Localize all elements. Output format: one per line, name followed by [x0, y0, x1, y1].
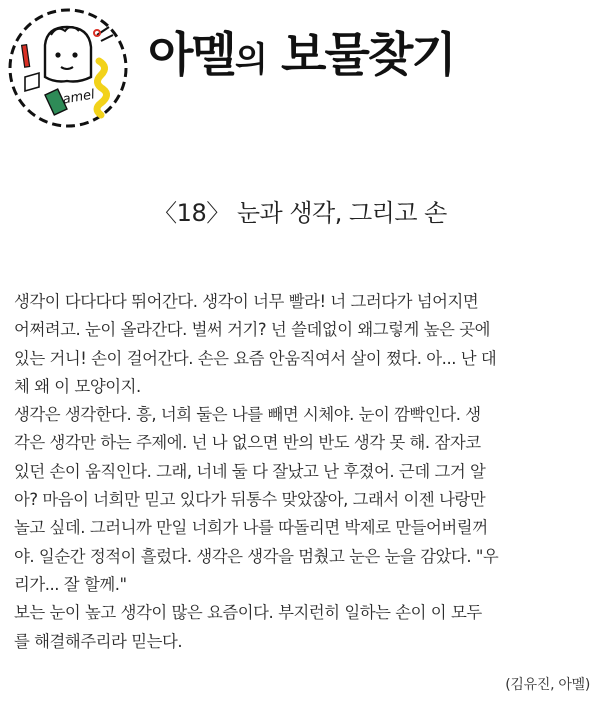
body-line: 생각이 다다다다 뛰어간다. 생각이 너무 빨라! 너 그러다가 넘어지면	[14, 292, 479, 311]
body-line: 각은 생각만 하는 주제에. 넌 나 없으면 반의 반도 생각 못 해. 잠자코	[14, 433, 481, 453]
title-main: 아멜	[148, 28, 235, 83]
article-body	[14, 288, 598, 656]
body-line: 를 해결해주리라 믿는다.	[14, 631, 183, 651]
title-end: 보물찾기	[281, 28, 455, 83]
page-title	[148, 26, 455, 90]
amel-logo	[5, 5, 131, 131]
body-line: 생각은 생각한다. 흥, 너희 둘은 나를 빼면 시체야. 눈이 깜빡인다. 생	[14, 405, 481, 425]
body-line: 체 왜 이 모양이지.	[14, 376, 141, 396]
body-line: 아? 마음이 너희만 믿고 있다가 뒤통수 맞았잖아, 그래서 이젠 나랑만	[14, 490, 486, 510]
body-line: 있는 거니! 손이 걸어간다. 손은 요즘 안움직여서 살이 쪘다. 아... 난 대	[14, 348, 497, 368]
title-sub: 의	[234, 40, 267, 80]
body-line: 리가... 잘 할께."	[14, 574, 127, 594]
logo-scribble: amel	[61, 87, 96, 108]
body-line: 야. 일순간 정적이 흘렀다. 생각은 생각을 멈췄고 눈은 눈을 감았다. "우	[14, 546, 499, 566]
body-line: 보는 눈이 높고 생각이 많은 요즘이다. 부지런히 일하는 손이 이 모두	[14, 603, 482, 623]
body-line: 놀고 싶데. 그러니까 만일 너희가 나를 따돌리면 박제로 만들어버릴꺼	[14, 518, 488, 538]
chapter-heading: 〈18〉 눈과 생각, 그리고 손	[153, 199, 447, 227]
body-line: 있던 손이 움직인다. 그래, 너네 둘 다 잘났고 난 후졌어. 근데 그거 알	[14, 461, 486, 481]
author-credit: (김유진, 아멜)	[505, 677, 590, 693]
body-line: 어쩌려고. 눈이 올라간다. 벌써 거기? 넌 쓸데없이 왜그렇게 높은 곳에	[14, 320, 490, 340]
